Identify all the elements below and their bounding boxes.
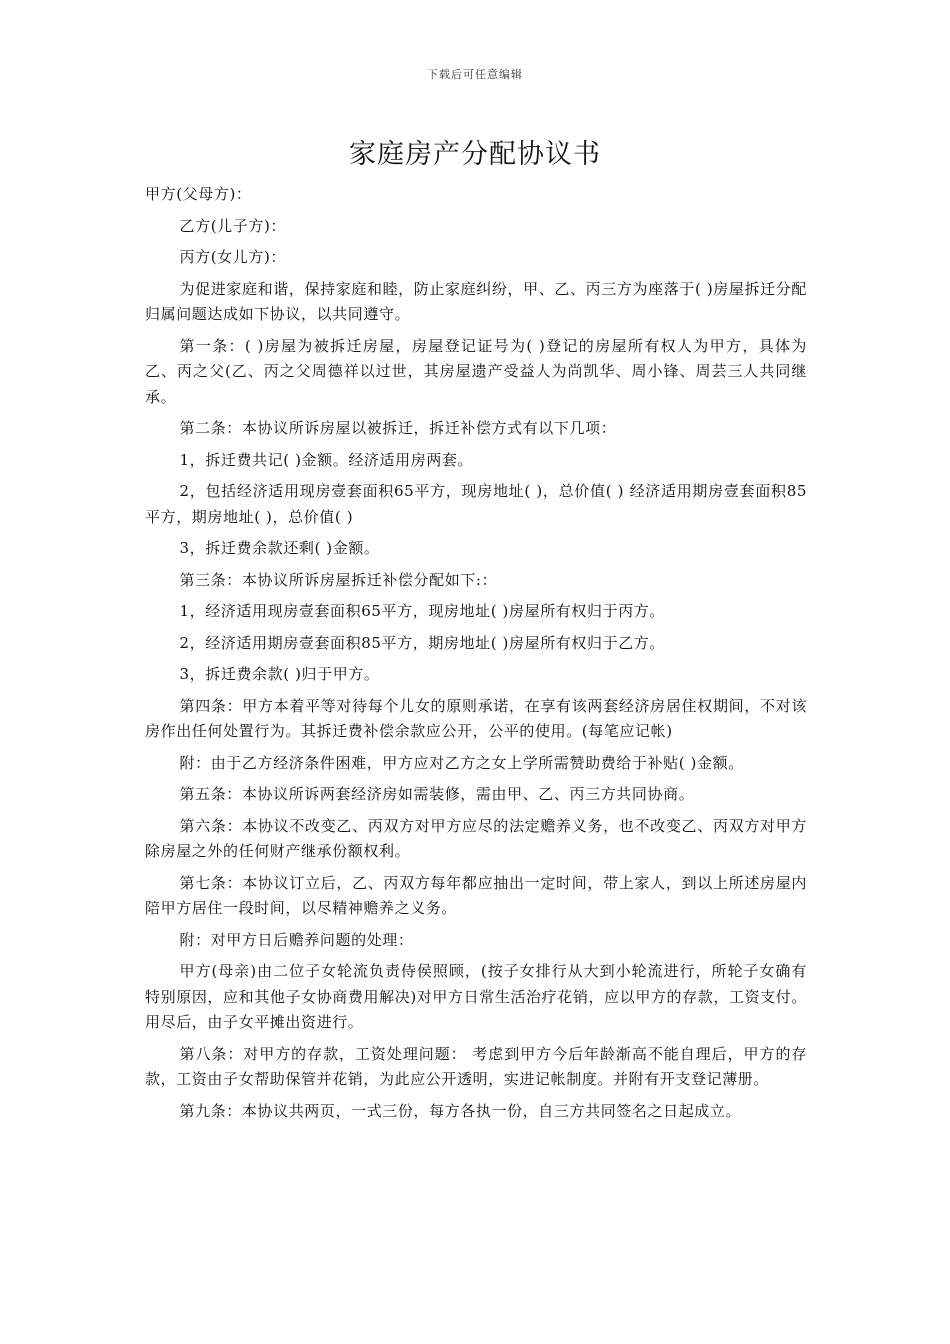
article-1: 第一条：( )房屋为被拆迁房屋，房屋登记证号为( )登记的房屋所有权人为甲方，具体为乙、丙之父(乙、丙之父周德祥以过世，其房屋遗产受益人为尚凯华、周小锋、周芸三人共同继承。 [145, 336, 807, 406]
article-9: 第九条：本协议共两页，一式三份，每方各执一份，自三方共同签名之日起成立。 [179, 1101, 742, 1120]
party-c-line: 丙方(女儿方)： [179, 248, 287, 266]
article-2: 第二条：本协议所诉房屋以被拆迁，拆迁补偿方式有以下几项： [179, 419, 617, 437]
article-4: 第四条：甲方本着平等对待每个儿女的原则承诺，在享有该两套经济房居住权期间，不对该房作出任何处置行为。其拆迁费补偿余款应公开，公平的使用。(每笔应记帐) [145, 696, 807, 740]
article-3-item-3: 3，拆迁费余款( )归于甲方。 [179, 665, 380, 683]
article-7-appendix: 附：对甲方日后赡养问题的处理： [179, 930, 414, 949]
article-6: 第六条：本协议不改变乙、丙双方对甲方应尽的法定赡养义务，也不改变乙、丙双方对甲方除房屋之外的任何财产继承份额权利。 [145, 816, 807, 860]
article-5: 第五条：本协议所诉两套经济房如需装修，需由甲、乙、丙三方共同协商。 [179, 785, 695, 803]
article-7: 第七条：本协议订立后，乙、丙双方每年都应抽出一定时间，带上家人，到以上所述房屋内陪甲方居住一段时间，以尽精神赡养之义务。 [145, 873, 807, 917]
article-2-item-3: 3，拆迁费余款还剩( )金额。 [179, 539, 380, 557]
article-3: 第三条：本协议所诉房屋拆迁补偿分配如下:： [179, 570, 498, 589]
document-body [145, 182, 807, 1130]
article-2-item-2: 2，包括经济适用现房壹套面积65平方，现房地址( )，总价值( ) 经济适用期房壹套面积85平方，期房地址( )，总价值( ) [145, 482, 807, 526]
document-title: 家庭房产分配协议书 [349, 139, 601, 170]
article-3-item-1: 1，经济适用现房壹套面积65平方，现房地址( )房屋所有权归于丙方。 [179, 602, 666, 620]
party-a-line: 甲方(父母方)： [145, 185, 252, 203]
preamble-paragraph: 为促进家庭和谐，保持家庭和睦，防止家庭纠纷，甲、乙、丙三方为座落于( )房屋拆迁分配归属问题达成如下协议，以共同遵守。 [145, 279, 807, 323]
article-8: 第八条：对甲方的存款，工资处理问题： 考虑到甲方今后年龄渐高不能自理后，甲方的存款，工资由子女帮助保管并花销，为此应公开透明，实进记帐制度。并附有开支登记薄册。 [145, 1044, 807, 1088]
article-3-item-2: 2，经济适用期房壹套面积85平方，期房地址( )房屋所有权归于乙方。 [179, 633, 666, 652]
article-2-item-1: 1，拆迁费共记( )金额。经济适用房两套。 [179, 450, 474, 469]
article-4-appendix: 附：由于乙方经济条件困难，甲方应对乙方之女上学所需赞助费给于补贴( )金额。 [179, 753, 744, 772]
header-note: 下载后可任意编辑 [427, 68, 523, 81]
article-7-care-arrangement: 甲方(母亲)由二位子女轮流负责侍侯照顾，(按子女排行从大到小轮流进行，所轮子女确有特别原因，应和其他子女协商费用解决)对甲方日常生活治疗花销，应以甲方的存款，工资支付。用尽后，由子女平摊出资进行。 [145, 962, 807, 1031]
party-b-line: 乙方(儿子方)： [179, 216, 287, 235]
